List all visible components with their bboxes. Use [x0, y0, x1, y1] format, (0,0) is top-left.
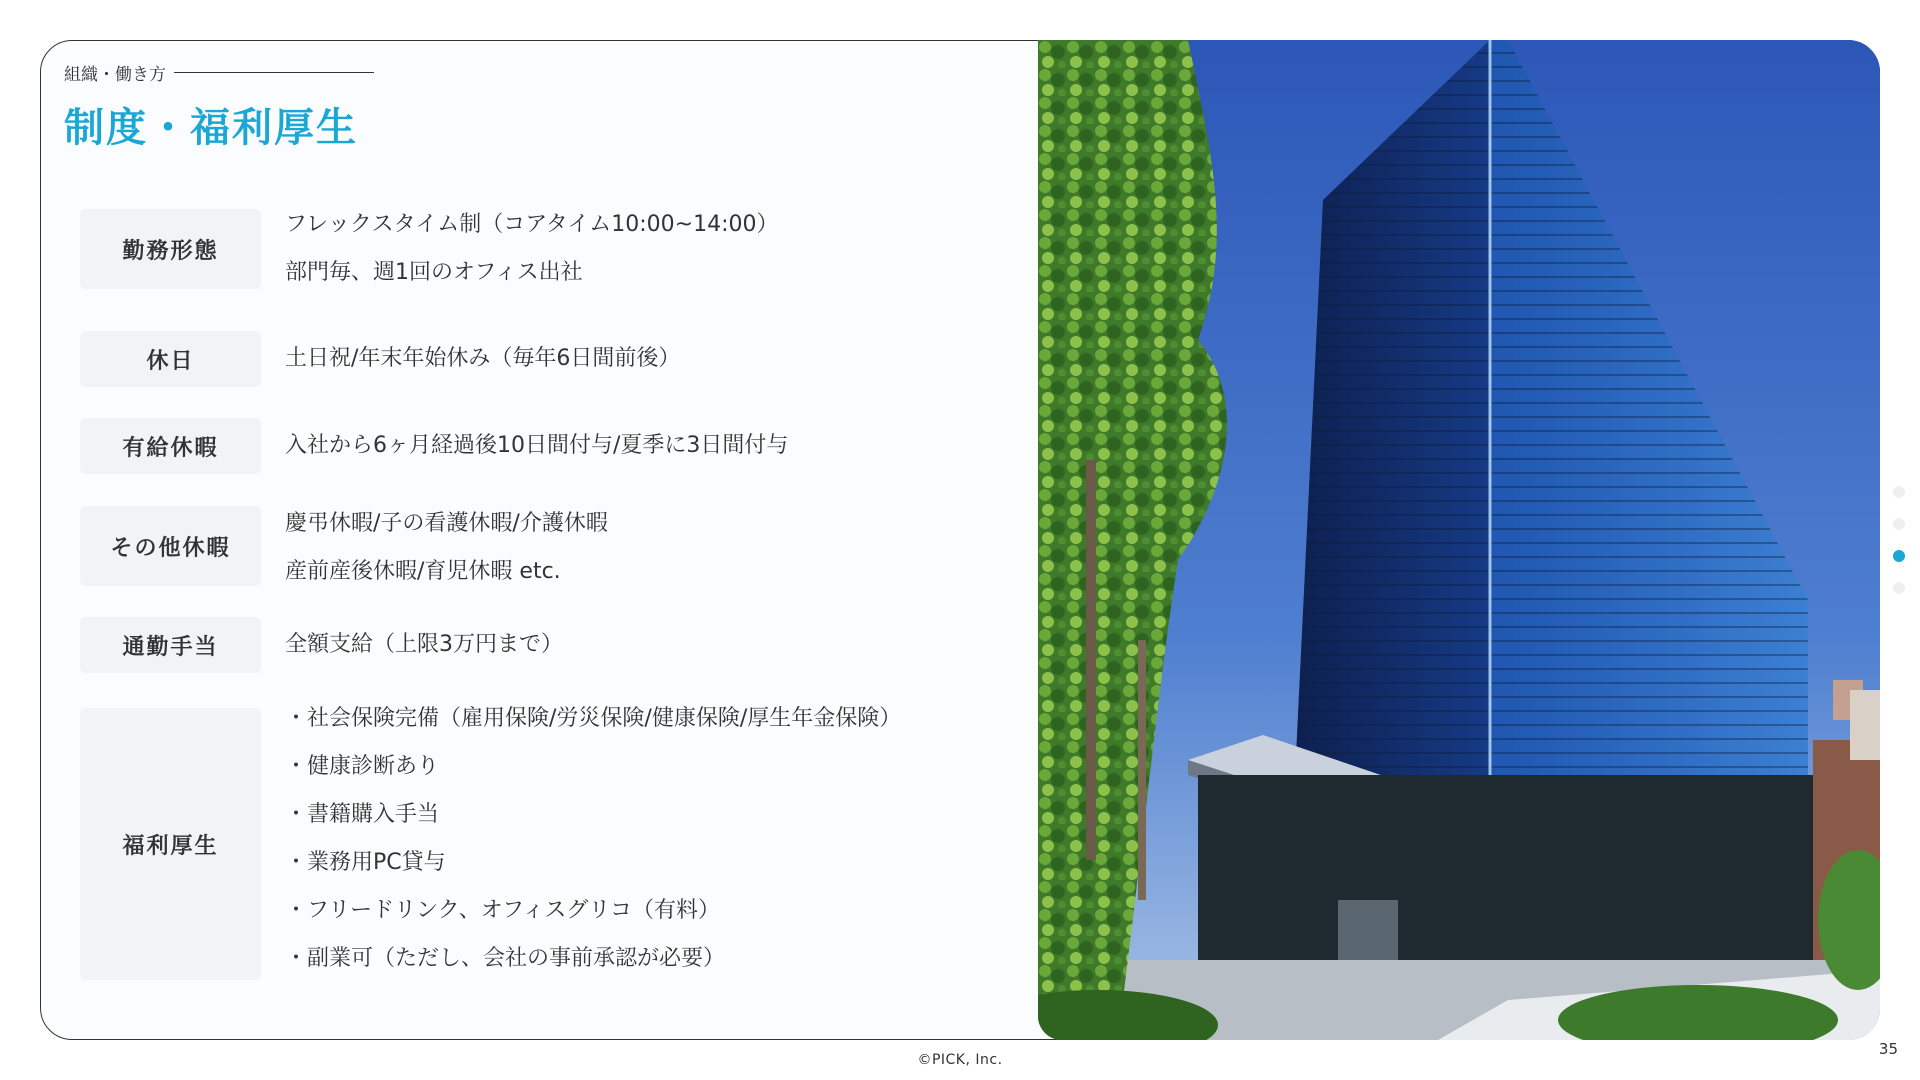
pagination-dot-active[interactable]: [1893, 550, 1905, 562]
breadcrumb-rule: [174, 72, 374, 73]
benefit-value: ・フリードリンク、オフィスグリコ（有料）: [285, 898, 720, 923]
benefit-label: 福利厚生: [80, 708, 261, 980]
benefit-label: その他休暇: [80, 506, 261, 586]
benefit-value: 土日祝/年末年始休み（毎年6日間前後）: [285, 346, 681, 371]
benefit-value: 入社から6ヶ月経過後10日間付与/夏季に3日間付与: [285, 433, 789, 458]
breadcrumb: [64, 60, 374, 85]
benefit-label: 有給休暇: [80, 418, 261, 474]
benefit-value: ・健康診断あり: [285, 754, 440, 779]
benefit-value: 産前産後休暇/育児休暇 etc.: [285, 559, 561, 584]
benefit-label: 通勤手当: [80, 617, 261, 673]
breadcrumb-label: 組織・働き方: [64, 65, 166, 85]
benefit-row-paid-leave: [80, 418, 1000, 474]
benefit-row-commute: [80, 617, 1000, 673]
benefit-value: ・社会保険完備（雇用保険/労災保険/健康保険/厚生年金保険）: [285, 706, 902, 731]
page-number: 35: [1878, 1040, 1898, 1058]
benefit-values: [285, 335, 680, 383]
benefit-label: 勤務形態: [80, 209, 261, 289]
building-illustration: [1038, 40, 1880, 1040]
benefit-row-other-leave: [80, 506, 1000, 586]
office-building-photo: [1038, 40, 1880, 1040]
pagination-dot[interactable]: [1893, 486, 1905, 498]
slide-pagination: [1893, 486, 1905, 614]
benefit-values: [285, 621, 563, 669]
benefit-row-holidays: [80, 331, 1000, 387]
benefit-value: ・業務用PC貸与: [285, 850, 446, 875]
benefit-values: [285, 201, 779, 297]
copyright: ©PICK, Inc.: [917, 1052, 1003, 1068]
benefit-value: 部門毎、週1回のオフィス出社: [285, 260, 583, 285]
benefit-row-welfare: [80, 708, 1000, 980]
benefit-label: 休日: [80, 331, 261, 387]
benefit-values: [285, 422, 788, 470]
benefit-value: ・副業可（ただし、会社の事前承認が必要）: [285, 946, 726, 971]
benefit-row-work-style: [80, 209, 1000, 289]
benefit-value: フレックスタイム制（コアタイム10:00~14:00）: [285, 212, 779, 237]
benefit-value: 慶弔休暇/子の看護休暇/介護休暇: [285, 511, 608, 536]
page-title: 制度・福利厚生: [64, 105, 358, 151]
benefit-values: [285, 695, 901, 983]
benefit-value: ・書籍購入手当: [285, 802, 440, 827]
benefit-values: [285, 500, 608, 596]
benefit-value: 全額支給（上限3万円まで）: [285, 632, 563, 657]
pagination-dot[interactable]: [1893, 518, 1905, 530]
pagination-dot[interactable]: [1893, 582, 1905, 594]
